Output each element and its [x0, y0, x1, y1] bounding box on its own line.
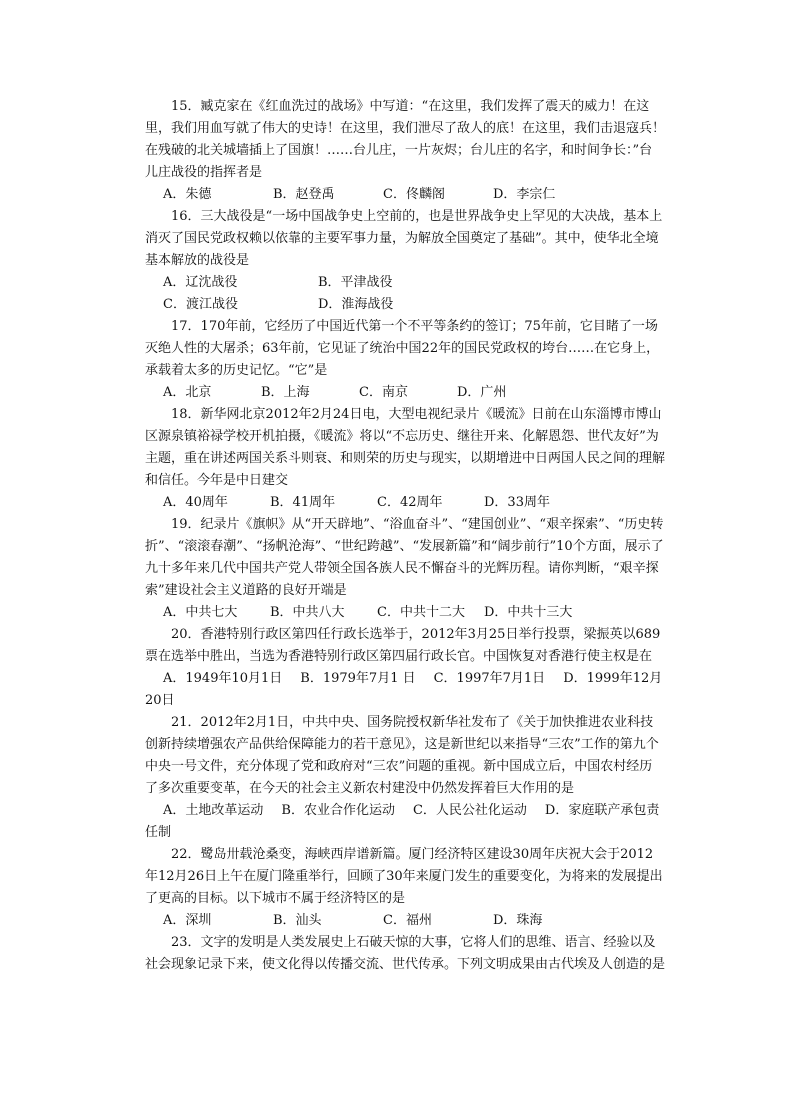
option-a[interactable]: A．北京: [163, 385, 212, 400]
option-b[interactable]: B．赵登禹: [273, 187, 335, 202]
option-c[interactable]: C．人民公社化运动: [412, 803, 527, 818]
option-c[interactable]: C．1997年7月1日: [433, 671, 546, 686]
question-17: [145, 316, 665, 404]
option-row: [145, 382, 665, 404]
question-stem: 19．纪录片《旗帜》从“开天辟地”、“浴血奋斗”、“建国创业”、“艰辛探索”、“历史转折”、“滚滚春潮”、“扬帆沧海”、“世纪跨越”、“发展新篇”和“阔步前行”10个方面，展示了九十多年来几代中国共产党人带领全国各族人民不懈奋斗的光辉历程。请你判断，“艰辛探索”建设社会主义道路的良好开端是: [145, 517, 664, 598]
question-15: [145, 96, 665, 206]
option-d[interactable]: D．广州: [457, 385, 507, 400]
question-stem: 15．臧克家在《红血洗过的战场》中写道：“在这里，我们发挥了震天的威力！在这里，我们用血写就了伟大的史诗！在这里，我们泄尽了敌人的底！在这里，我们击退寇兵！在残破的北关城墙插上了国旗！……台儿庄，一片灰烬；台儿庄的名字，和时间争长：”台儿庄战役的指挥者是: [145, 99, 666, 180]
option-b[interactable]: B．41周年: [270, 495, 336, 510]
option-c[interactable]: C．南京: [359, 385, 408, 400]
option-a[interactable]: A．深圳: [163, 913, 212, 928]
option-c[interactable]: C．福州: [383, 913, 432, 928]
question-19: [145, 514, 665, 624]
option-c[interactable]: C．佟麟阁: [383, 187, 445, 202]
question-stem: 23．文字的发明是人类发展史上石破天惊的大事，它将人们的思维、语言、经验以及社会现象记录下来，使文化得以传播交流、世代传承。下列文明成果由古代埃及人创造的是: [145, 935, 666, 972]
option-b[interactable]: B．中共八大: [270, 605, 345, 620]
option-a[interactable]: A．40周年: [163, 495, 228, 510]
question-list: [145, 96, 665, 976]
question-stem: 20．香港特别行政区第四任行政长选举于，2012年3月25日举行投票，梁振英以689票在选举中胜出，当选为香港特别行政区第四届行政长官。中国恢复对香港行使主权是在: [145, 627, 661, 664]
question-21: [145, 712, 665, 844]
option-a[interactable]: A．朱德: [163, 187, 212, 202]
question-22: [145, 844, 665, 932]
question-20: [145, 624, 665, 712]
option-d[interactable]: D．1999年12月20日: [145, 671, 663, 708]
option-row: [145, 668, 665, 712]
option-d[interactable]: D．淮海战役: [318, 297, 394, 312]
option-row: [145, 184, 665, 206]
question-stem: 17．170年前，它经历了中国近代第一个不平等条约的签订；75年前，它目睹了一场灭绝人性的大屠杀；63年前，它见证了统治中国22年的国民党政权的垮台……在它身上，承载着太多的历史记忆。“它”是: [145, 319, 660, 378]
question-18: [145, 404, 665, 514]
question-stem: 22．鹭岛卅载沧桑变，海峡西岸谱新篇。厦门经济特区建设30周年庆祝大会于2012年12月26日上午在厦门隆重举行，回顾了30年来厦门发生的重要变化，为将来的发展提出了更高的目标。以下城市不属于经济特区的是: [145, 847, 663, 906]
option-row: [145, 602, 665, 624]
option-c[interactable]: C．中共十二大: [377, 605, 465, 620]
option-row: [145, 492, 665, 514]
option-d[interactable]: D．李宗仁: [493, 187, 556, 202]
option-d[interactable]: D．中共十三大: [484, 605, 573, 620]
question-stem: 18．新华网北京2012年2月24日电，大型电视纪录片《暖流》日前在山东淄博市博山区源泉镇裕禄学校开机拍摄，《暖流》将以“不忘历史、继往开来、化解恩怨、世代友好”为主题，重在讲述两国关系斗则衰、和则荣的历史与现实，以期增进中日两国人民之间的理解和信任。今年是中日建交: [145, 407, 666, 488]
option-row: [145, 800, 665, 844]
option-a[interactable]: A．中共七大: [163, 605, 238, 620]
option-d[interactable]: D．33周年: [484, 495, 550, 510]
option-b[interactable]: B．汕头: [273, 913, 322, 928]
option-c[interactable]: C．42周年: [377, 495, 443, 510]
option-b[interactable]: B．平津战役: [318, 275, 393, 290]
option-b[interactable]: B．上海: [261, 385, 310, 400]
option-d[interactable]: D．珠海: [493, 913, 543, 928]
question-stem: 16．三大战役是“一场中国战争史上空前的，也是世界战争史上罕见的大决战，基本上消灭了国民党政权赖以依靠的主要军事力量，为解放全国奠定了基础”。其中，使华北全境基本解放的战役是: [145, 209, 663, 268]
option-a[interactable]: A．土地改革运动: [163, 803, 264, 818]
option-b[interactable]: B．农业合作化运动: [281, 803, 395, 818]
option-row: [145, 294, 665, 316]
question-16: [145, 206, 665, 316]
option-row: [145, 910, 665, 932]
option-a[interactable]: A．辽沈战役: [163, 275, 238, 290]
option-d[interactable]: D．家庭联产承包责任制: [145, 803, 660, 840]
option-a[interactable]: A．1949年10月1日: [163, 671, 283, 686]
option-row: [145, 272, 665, 294]
question-stem: 21．2012年2月1日，中共中央、国务院授权新华社发布了《关于加快推进农业科技创新持续增强农产品供给保障能力的若干意见》，这是新世纪以来指导“三农”工作的第九个中央一号文件，充分体现了党和政府对“三农”问题的重视。新中国成立后，中国农村经历了多次重要变革，在今天的社会主义新农村建没中仍然发挥着巨大作用的是: [145, 715, 659, 796]
option-c[interactable]: C．渡江战役: [163, 297, 238, 312]
option-b[interactable]: B．1979年7月1 日: [300, 671, 416, 686]
question-23: [145, 932, 665, 976]
